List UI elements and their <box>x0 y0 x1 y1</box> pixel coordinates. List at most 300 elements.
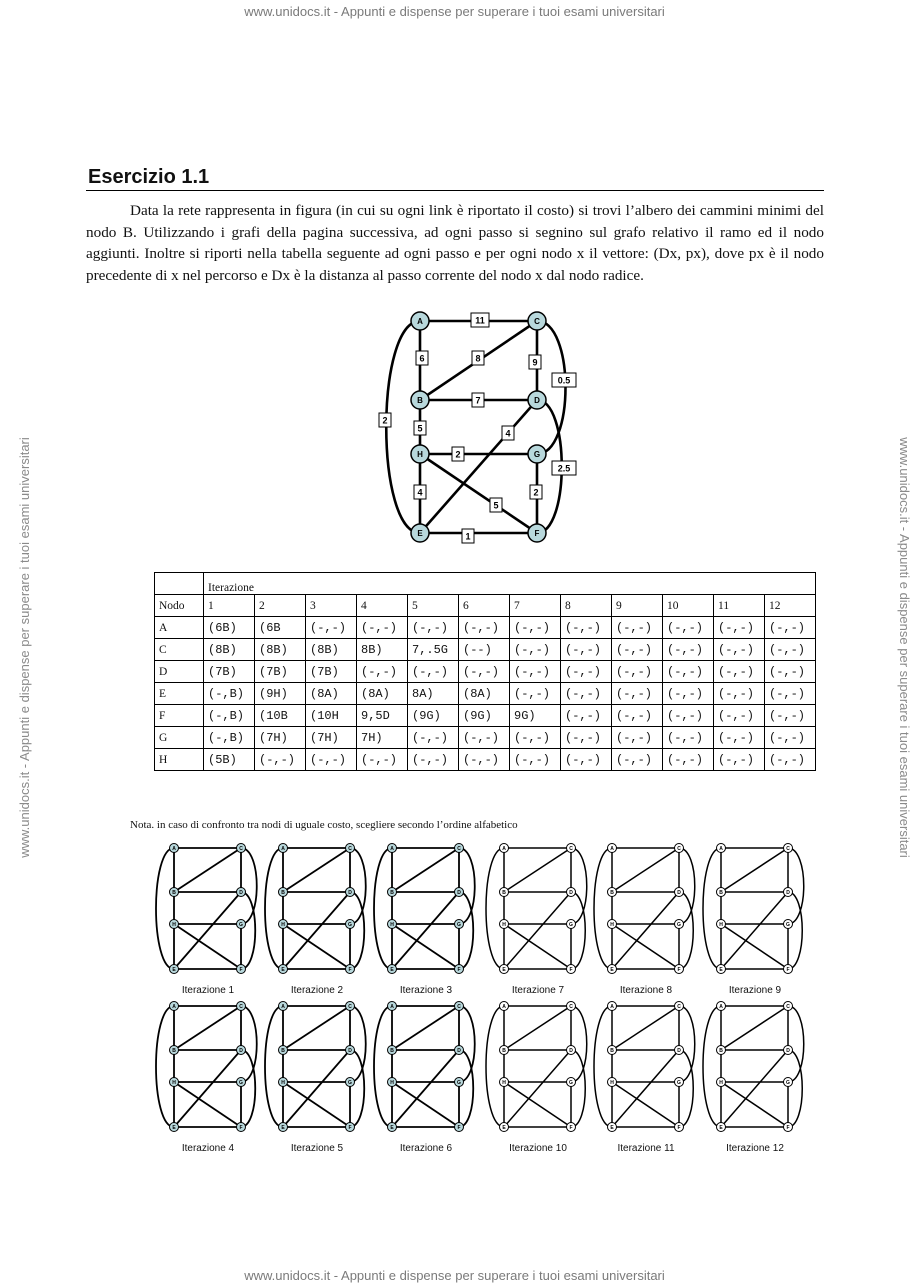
mini-graph <box>697 998 813 1136</box>
watermark-top: www.unidocs.it - Appunti e dispense per superare i tuoi esami universitari <box>244 4 665 19</box>
svg-text:E: E <box>502 1125 506 1131</box>
header-iteration: Iterazione <box>204 573 816 595</box>
svg-text:4: 4 <box>417 487 423 498</box>
table-cell: (-,-) <box>510 617 561 639</box>
svg-text:G: G <box>533 450 541 459</box>
edge-cost-c-d <box>529 355 541 369</box>
table-cell: (9G) <box>408 705 459 727</box>
mini-graph-caption: Iterazione 5 <box>290 1143 344 1154</box>
table-cell: (-,-) <box>612 639 663 661</box>
mini-node-g <box>784 1078 793 1087</box>
mini-node-d <box>237 888 246 897</box>
mini-node-f <box>237 1123 246 1132</box>
svg-text:D: D <box>786 1048 790 1054</box>
mini-node-e <box>717 1123 726 1132</box>
svg-text:G: G <box>239 1080 243 1086</box>
mini-node-f <box>784 965 793 974</box>
mini-node-d <box>346 888 355 897</box>
svg-text:D: D <box>569 890 573 896</box>
header-col-2: 2 <box>255 595 306 617</box>
mini-node-g <box>237 920 246 929</box>
table-cell: (-,-) <box>510 683 561 705</box>
table-cell: (-,-) <box>714 749 765 771</box>
svg-text:H: H <box>417 450 423 459</box>
table-cell: (-,-) <box>765 617 816 639</box>
table-cell: (-,-) <box>612 617 663 639</box>
edge-cost-e-d <box>502 426 514 440</box>
svg-text:G: G <box>569 1080 573 1086</box>
table-cell: (-,-) <box>714 683 765 705</box>
table-cell: (-,-) <box>561 661 612 683</box>
svg-text:G: G <box>677 922 681 928</box>
svg-text:C: C <box>569 1004 573 1010</box>
edge-cost-a-b <box>416 351 428 365</box>
svg-text:F: F <box>569 1125 573 1131</box>
mini-graph-caption: Iterazione 3 <box>399 985 453 996</box>
svg-text:B: B <box>502 1048 506 1054</box>
svg-text:A: A <box>172 1004 176 1010</box>
table-cell: (10B <box>255 705 306 727</box>
header-col-6: 6 <box>459 595 510 617</box>
table-cell: (-,-) <box>663 617 714 639</box>
edge-cost-h-f <box>490 498 502 512</box>
svg-text:E: E <box>417 529 423 538</box>
header-col-1: 1 <box>204 595 255 617</box>
iteration-table <box>154 572 816 771</box>
table-cell: (-,-) <box>663 705 714 727</box>
mini-node-h <box>279 1078 288 1087</box>
svg-text:B: B <box>502 890 506 896</box>
table-cell: (-,-) <box>612 705 663 727</box>
svg-text:B: B <box>281 890 285 896</box>
table-cell: (--) <box>459 639 510 661</box>
edge-cost-h-g <box>452 447 464 461</box>
table-cell: (-,-) <box>357 617 408 639</box>
svg-text:H: H <box>390 1080 394 1086</box>
table-cell: (-,-) <box>408 661 459 683</box>
row-node-label: F <box>155 705 204 727</box>
svg-text:G: G <box>786 922 790 928</box>
header-col-5: 5 <box>408 595 459 617</box>
table-cell: (-,B) <box>204 705 255 727</box>
svg-text:D: D <box>786 890 790 896</box>
mini-node-b <box>717 888 726 897</box>
mini-node-f <box>675 1123 684 1132</box>
svg-text:A: A <box>610 1004 614 1010</box>
svg-text:C: C <box>239 846 243 852</box>
table-cell: (-,-) <box>663 683 714 705</box>
svg-text:8: 8 <box>475 353 481 364</box>
table-cell: (-,-) <box>561 705 612 727</box>
svg-text:D: D <box>534 396 540 405</box>
svg-text:1: 1 <box>465 531 471 542</box>
mini-node-c <box>455 1002 464 1011</box>
svg-text:F: F <box>457 1125 461 1131</box>
mini-node-h <box>500 1078 509 1087</box>
mini-node-a <box>388 1002 397 1011</box>
table-cell: (8A) <box>459 683 510 705</box>
mini-node-h <box>608 1078 617 1087</box>
svg-text:B: B <box>172 1048 176 1054</box>
table-cell: (-,-) <box>510 749 561 771</box>
table-cell: (-,-) <box>663 749 714 771</box>
mini-node-b <box>717 1046 726 1055</box>
svg-text:D: D <box>677 1048 681 1054</box>
edge-cost-a-c <box>471 313 489 327</box>
mini-node-f <box>346 1123 355 1132</box>
svg-text:E: E <box>610 1125 614 1131</box>
svg-text:A: A <box>281 846 285 852</box>
row-node-label: G <box>155 727 204 749</box>
mini-node-h <box>608 920 617 929</box>
mini-node-h <box>717 920 726 929</box>
mini-graph <box>150 998 266 1136</box>
svg-text:H: H <box>281 1080 285 1086</box>
table-cell: (-,-) <box>561 617 612 639</box>
svg-text:11: 11 <box>475 315 485 326</box>
table-row <box>155 683 816 705</box>
mini-graph <box>150 840 266 978</box>
mini-node-g <box>784 920 793 929</box>
header-corner <box>155 573 204 595</box>
mini-node-c <box>675 1002 684 1011</box>
svg-text:0.5: 0.5 <box>557 375 571 386</box>
mini-node-h <box>170 920 179 929</box>
table-cell: 7,.5G <box>408 639 459 661</box>
header-col-7: 7 <box>510 595 561 617</box>
mini-node-g <box>567 920 576 929</box>
header-node: Nodo <box>155 595 204 617</box>
mini-node-d <box>567 888 576 897</box>
svg-text:B: B <box>172 890 176 896</box>
mini-graph-caption: Iterazione 1 <box>181 985 235 996</box>
mini-node-h <box>388 920 397 929</box>
svg-text:H: H <box>390 922 394 928</box>
svg-text:C: C <box>677 846 681 852</box>
edge-cost-a-e <box>379 413 391 427</box>
mini-node-g <box>455 1078 464 1087</box>
table-row <box>155 661 816 683</box>
edge-cost-b-c <box>472 351 484 365</box>
table-cell: (-,-) <box>306 749 357 771</box>
svg-text:2.5: 2.5 <box>557 463 571 474</box>
svg-text:H: H <box>172 1080 176 1086</box>
table-cell: (-,-) <box>663 661 714 683</box>
svg-text:H: H <box>610 922 614 928</box>
table-cell: (8B) <box>306 639 357 661</box>
mini-graph-caption: Iterazione 2 <box>290 985 344 996</box>
svg-text:E: E <box>502 967 506 973</box>
table-cell: (9G) <box>459 705 510 727</box>
edge-cost-b-d <box>472 393 484 407</box>
svg-text:2: 2 <box>533 487 539 498</box>
mini-node-e <box>388 1123 397 1132</box>
mini-node-f <box>346 965 355 974</box>
table-cell: (-,-) <box>714 705 765 727</box>
table-cell: (-,-) <box>765 749 816 771</box>
edge-cost-b-h <box>414 421 426 435</box>
svg-text:C: C <box>786 846 790 852</box>
mini-node-g <box>346 920 355 929</box>
table-cell: (7B) <box>204 661 255 683</box>
mini-node-f <box>567 1123 576 1132</box>
table-cell: (7B) <box>306 661 357 683</box>
svg-text:C: C <box>348 846 352 852</box>
header-col-3: 3 <box>306 595 357 617</box>
svg-text:F: F <box>786 967 790 973</box>
row-node-label: D <box>155 661 204 683</box>
table-cell: (-,-) <box>765 727 816 749</box>
table-cell: (-,-) <box>357 661 408 683</box>
mini-node-b <box>608 888 617 897</box>
mini-node-f <box>455 1123 464 1132</box>
mini-graph-caption: Iterazione 10 <box>509 1143 567 1154</box>
svg-text:E: E <box>281 967 285 973</box>
svg-text:E: E <box>281 1125 285 1131</box>
table-cell: (10H <box>306 705 357 727</box>
mini-node-d <box>784 1046 793 1055</box>
svg-text:A: A <box>172 846 176 852</box>
svg-text:4: 4 <box>505 428 511 439</box>
table-cell: (-,-) <box>765 705 816 727</box>
header-col-9: 9 <box>612 595 663 617</box>
edge-cost-g-f <box>530 485 542 499</box>
table-row <box>155 727 816 749</box>
svg-text:C: C <box>348 1004 352 1010</box>
row-node-label: E <box>155 683 204 705</box>
table-cell: (-,-) <box>459 727 510 749</box>
svg-text:G: G <box>457 1080 461 1086</box>
mini-graph-caption: Iterazione 7 <box>511 985 565 996</box>
mini-node-e <box>608 1123 617 1132</box>
table-cell: (-,-) <box>714 639 765 661</box>
svg-text:F: F <box>239 1125 243 1131</box>
table-cell: (-,B) <box>204 727 255 749</box>
svg-text:2: 2 <box>455 449 461 460</box>
mini-node-g <box>237 1078 246 1087</box>
node-d <box>528 391 546 409</box>
svg-text:G: G <box>786 1080 790 1086</box>
mini-node-c <box>784 1002 793 1011</box>
svg-text:5: 5 <box>417 423 423 434</box>
mini-node-d <box>237 1046 246 1055</box>
mini-node-a <box>500 1002 509 1011</box>
svg-text:E: E <box>719 1125 723 1131</box>
mini-node-f <box>237 965 246 974</box>
table-cell: 9,5D <box>357 705 408 727</box>
mini-node-a <box>608 844 617 853</box>
svg-text:G: G <box>457 922 461 928</box>
mini-graph-caption: Iterazione 6 <box>399 1143 453 1154</box>
mini-node-a <box>279 1002 288 1011</box>
mini-node-b <box>170 888 179 897</box>
table-cell: (8B) <box>255 639 306 661</box>
mini-node-c <box>346 1002 355 1011</box>
mini-graph <box>368 840 484 978</box>
svg-text:E: E <box>610 967 614 973</box>
svg-text:E: E <box>390 1125 394 1131</box>
svg-text:F: F <box>348 967 352 973</box>
mini-node-c <box>346 844 355 853</box>
mini-graph <box>480 840 596 978</box>
svg-text:F: F <box>786 1125 790 1131</box>
mini-graph <box>368 998 484 1136</box>
mini-node-b <box>279 1046 288 1055</box>
watermark-bottom: www.unidocs.it - Appunti e dispense per superare i tuoi esami universitari <box>244 1268 665 1283</box>
mini-node-c <box>237 1002 246 1011</box>
svg-text:F: F <box>534 529 540 538</box>
table-cell: (-,-) <box>612 683 663 705</box>
table-cell: (6B) <box>204 617 255 639</box>
mini-node-a <box>388 844 397 853</box>
mini-node-b <box>279 888 288 897</box>
svg-text:H: H <box>610 1080 614 1086</box>
mini-node-c <box>567 844 576 853</box>
mini-graph-caption: Iterazione 11 <box>617 1143 675 1154</box>
exercise-text: Data la rete rappresenta in figura (in cui su ogni link è riportato il costo) si trovi l’albero dei cammini minimi del nodo B. Utilizzando i grafi della pagina successiva, ad ogni passo si segnino sul grafo relativo il ramo ed il nodo aggiunti. Inoltre si riporti nella tabella seguente ad ogni passo e per ogni nodo x il vettore: (Dx, px), dove px è il nodo precedente di x nel percorso e Dx è la distanza al passo corrente del nodo x dal nodo radice. <box>86 202 824 284</box>
header-col-4: 4 <box>357 595 408 617</box>
mini-node-g <box>455 920 464 929</box>
svg-text:E: E <box>172 967 176 973</box>
svg-text:D: D <box>239 1048 243 1054</box>
svg-text:H: H <box>719 1080 723 1086</box>
svg-text:B: B <box>390 1048 394 1054</box>
svg-text:D: D <box>457 890 461 896</box>
svg-text:C: C <box>534 317 540 326</box>
svg-text:C: C <box>239 1004 243 1010</box>
table-cell: (-,-) <box>510 661 561 683</box>
mini-node-a <box>717 844 726 853</box>
table-cell: (-,-) <box>459 617 510 639</box>
node-f <box>528 524 546 542</box>
table-cell: (-,-) <box>765 661 816 683</box>
mini-graph-caption: Iterazione 9 <box>728 985 782 996</box>
mini-node-h <box>170 1078 179 1087</box>
mini-node-d <box>346 1046 355 1055</box>
mini-node-d <box>567 1046 576 1055</box>
svg-text:A: A <box>417 317 423 326</box>
mini-node-h <box>500 920 509 929</box>
table-row <box>155 705 816 727</box>
mini-node-e <box>388 965 397 974</box>
mini-graph <box>480 998 596 1136</box>
table-row <box>155 749 816 771</box>
svg-text:6: 6 <box>419 353 425 364</box>
table-cell: (-,-) <box>663 727 714 749</box>
mini-node-g <box>675 920 684 929</box>
mini-node-c <box>455 844 464 853</box>
table-cell: (9H) <box>255 683 306 705</box>
mini-node-f <box>567 965 576 974</box>
table-row <box>155 617 816 639</box>
svg-text:9: 9 <box>532 357 538 368</box>
node-a <box>411 312 429 330</box>
table-cell: (-,-) <box>306 617 357 639</box>
svg-text:C: C <box>457 1004 461 1010</box>
table-cell: (-,-) <box>459 661 510 683</box>
svg-text:D: D <box>569 1048 573 1054</box>
svg-text:E: E <box>172 1125 176 1131</box>
table-cell: (-,-) <box>561 727 612 749</box>
table-cell: (-,-) <box>561 683 612 705</box>
table-cell: (8A) <box>306 683 357 705</box>
svg-text:5: 5 <box>493 500 499 511</box>
svg-text:C: C <box>569 846 573 852</box>
table-cell: (-,-) <box>612 661 663 683</box>
svg-text:G: G <box>569 922 573 928</box>
svg-text:D: D <box>348 890 352 896</box>
mini-node-h <box>388 1078 397 1087</box>
table-cell: (-,-) <box>459 749 510 771</box>
svg-text:B: B <box>417 396 423 405</box>
svg-text:A: A <box>390 846 394 852</box>
svg-text:F: F <box>348 1125 352 1131</box>
node-e <box>411 524 429 542</box>
mini-node-h <box>279 920 288 929</box>
mini-node-d <box>675 888 684 897</box>
svg-text:G: G <box>348 1080 352 1086</box>
mini-node-h <box>717 1078 726 1087</box>
mini-node-e <box>279 965 288 974</box>
table-cell: (-,-) <box>357 749 408 771</box>
table-cell: (8B) <box>204 639 255 661</box>
mini-node-b <box>500 888 509 897</box>
table-cell: 8B) <box>357 639 408 661</box>
table-cell: (-,-) <box>510 639 561 661</box>
table-cell: (-,B) <box>204 683 255 705</box>
mini-node-b <box>388 888 397 897</box>
title-rule <box>86 190 824 191</box>
note-text: Nota. in caso di confronto tra nodi di uguale costo, scegliere secondo l’ordine alfabetico <box>130 819 518 831</box>
table-cell: (-,-) <box>408 727 459 749</box>
mini-node-e <box>279 1123 288 1132</box>
exercise-title: Esercizio 1.1 <box>88 166 210 188</box>
watermark-left: www.unidocs.it - Appunti e dispense per superare i tuoi esami universitari <box>17 437 32 858</box>
table-cell: (-,-) <box>663 639 714 661</box>
svg-text:7: 7 <box>475 395 481 406</box>
svg-text:A: A <box>719 1004 723 1010</box>
mini-node-b <box>170 1046 179 1055</box>
table-cell: (-,-) <box>714 727 765 749</box>
svg-text:F: F <box>457 967 461 973</box>
table-cell: (7H) <box>255 727 306 749</box>
svg-text:H: H <box>172 922 176 928</box>
svg-text:F: F <box>569 967 573 973</box>
mini-node-a <box>500 844 509 853</box>
table-cell: (7B) <box>255 661 306 683</box>
mini-node-g <box>346 1078 355 1087</box>
header-col-10: 10 <box>663 595 714 617</box>
table-cell: (-,-) <box>408 617 459 639</box>
mini-node-b <box>608 1046 617 1055</box>
mini-node-f <box>675 965 684 974</box>
mini-graph-caption: Iterazione 8 <box>619 985 673 996</box>
svg-text:B: B <box>281 1048 285 1054</box>
mini-node-f <box>455 965 464 974</box>
mini-node-e <box>170 965 179 974</box>
mini-node-a <box>170 1002 179 1011</box>
table-cell: 8A) <box>408 683 459 705</box>
svg-text:C: C <box>677 1004 681 1010</box>
svg-text:G: G <box>677 1080 681 1086</box>
mini-node-e <box>500 1123 509 1132</box>
header-col-8: 8 <box>561 595 612 617</box>
row-node-label: C <box>155 639 204 661</box>
mini-node-f <box>784 1123 793 1132</box>
mini-graph-caption: Iterazione 12 <box>726 1143 784 1154</box>
mini-node-c <box>567 1002 576 1011</box>
table-cell: (6B <box>255 617 306 639</box>
